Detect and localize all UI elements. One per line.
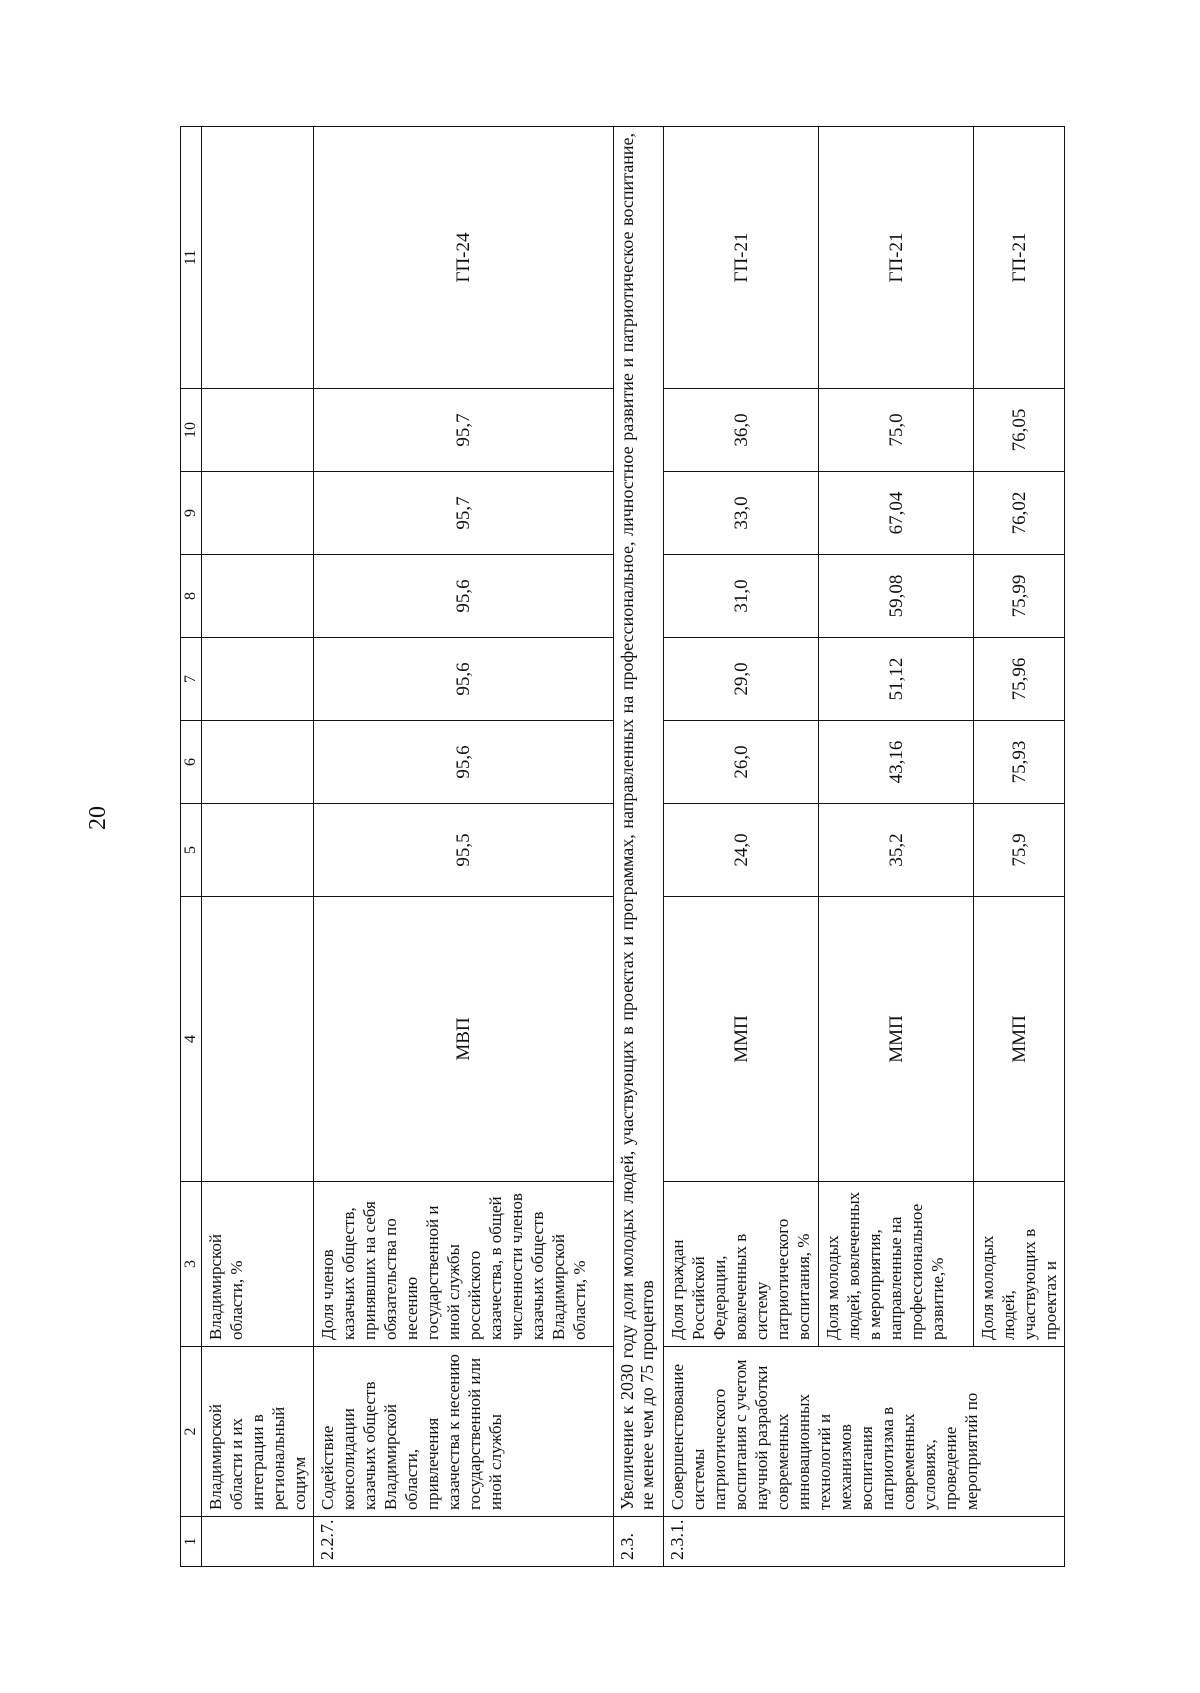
value-cell xyxy=(202,389,314,472)
indicator-cell: Доля членов казачьих обществ, принявших на себя обязательства по несению государственной и иной службы российского казачества, в общей численности членов казачьих обществ Владимирской области, % xyxy=(314,1182,614,1347)
value-cell: 76,05 xyxy=(974,389,1065,472)
row-code xyxy=(202,1517,314,1567)
value-cell xyxy=(202,638,314,721)
indicator-cell: Доля молодых людей, участвующих в проектах и xyxy=(974,1182,1065,1347)
value-cell: 33,0 xyxy=(664,472,819,555)
activity-cell: Владимирской области и их интеграции в региональный социум xyxy=(202,1347,314,1517)
value-cell: 95,6 xyxy=(314,721,614,804)
value-cell: 95,6 xyxy=(314,555,614,638)
value-cell: 75,99 xyxy=(974,555,1065,638)
col-header: 4 xyxy=(181,897,202,1182)
value-cell xyxy=(202,555,314,638)
indicator-cell: Владимирской области, % xyxy=(202,1182,314,1347)
value-cell: 95,7 xyxy=(314,472,614,555)
col-header: 8 xyxy=(181,555,202,638)
executor-cell: ММП xyxy=(819,897,974,1182)
table-row xyxy=(314,127,614,1567)
executor-cell: ММП xyxy=(974,897,1065,1182)
value-cell: 59,08 xyxy=(819,555,974,638)
section-row xyxy=(614,127,664,1567)
value-cell: 75,96 xyxy=(974,638,1065,721)
value-cell xyxy=(202,472,314,555)
document-table-rotated xyxy=(180,127,1130,1567)
value-cell: 95,7 xyxy=(314,389,614,472)
activity-cell: Совершенствование системы патриотического воспитания с учетом научной разработки современных инновационных технологий и механизмов воспитания патриотизма в современных условиях, проведение мероприятий по xyxy=(664,1347,1065,1517)
value-cell: 36,0 xyxy=(664,389,819,472)
page-number: 20 xyxy=(85,806,111,830)
value-cell xyxy=(202,804,314,897)
header-row xyxy=(181,127,202,1567)
value-cell: 35,2 xyxy=(819,804,974,897)
value-cell: 75,9 xyxy=(974,804,1065,897)
value-cell: 75,93 xyxy=(974,721,1065,804)
value-cell: 75,0 xyxy=(819,389,974,472)
col-header: 5 xyxy=(181,804,202,897)
value-cell: 24,0 xyxy=(664,804,819,897)
row-code: 2.2.7. xyxy=(314,1517,614,1567)
table-row xyxy=(664,127,819,1567)
section-code: 2.3. xyxy=(614,1517,664,1567)
col-header: 10 xyxy=(181,389,202,472)
value-cell: 95,6 xyxy=(314,638,614,721)
value-cell: 26,0 xyxy=(664,721,819,804)
indicator-cell: Доля граждан Российской Федерации, вовлеченных в систему патриотического воспитания, % xyxy=(664,1182,819,1347)
value-cell: 51,12 xyxy=(819,638,974,721)
program-cell: ГП-24 xyxy=(314,127,614,389)
col-header: 7 xyxy=(181,638,202,721)
col-header: 1 xyxy=(181,1517,202,1567)
row-code: 2.3.1. xyxy=(664,1517,1065,1567)
value-cell: 76,02 xyxy=(974,472,1065,555)
section-text: Увеличение к 2030 году доли молодых людей, участвующих в проектах и программах, направленных на профессиональное, личностное развитие и патриотическое воспитание, не менее чем до 75 процентов xyxy=(614,127,664,1517)
value-cell: 95,5 xyxy=(314,804,614,897)
value-cell: 31,0 xyxy=(664,555,819,638)
value-cell xyxy=(202,721,314,804)
col-header: 9 xyxy=(181,472,202,555)
executor-cell xyxy=(202,897,314,1182)
activity-cell: Содействие консолидации казачьих обществ Владимирской области, привлечения казачества к несению государственной или иной службы xyxy=(314,1347,614,1517)
indicator-cell: Доля молодых людей, вовлеченных в мероприятия, направленные на профессиональное развитие,% xyxy=(819,1182,974,1347)
table-row xyxy=(202,127,314,1567)
executor-cell: ММП xyxy=(664,897,819,1182)
col-header: 6 xyxy=(181,721,202,804)
program-cell xyxy=(202,127,314,389)
program-cell: ГП-21 xyxy=(974,127,1065,389)
program-cell: ГП-21 xyxy=(819,127,974,389)
value-cell: 43,16 xyxy=(819,721,974,804)
col-header: 3 xyxy=(181,1182,202,1347)
col-header: 11 xyxy=(181,127,202,389)
col-header: 2 xyxy=(181,1347,202,1517)
value-cell: 67,04 xyxy=(819,472,974,555)
value-cell: 29,0 xyxy=(664,638,819,721)
executor-cell: МВП xyxy=(314,897,614,1182)
program-cell: ГП-21 xyxy=(664,127,819,389)
indicators-table xyxy=(180,126,1065,1567)
